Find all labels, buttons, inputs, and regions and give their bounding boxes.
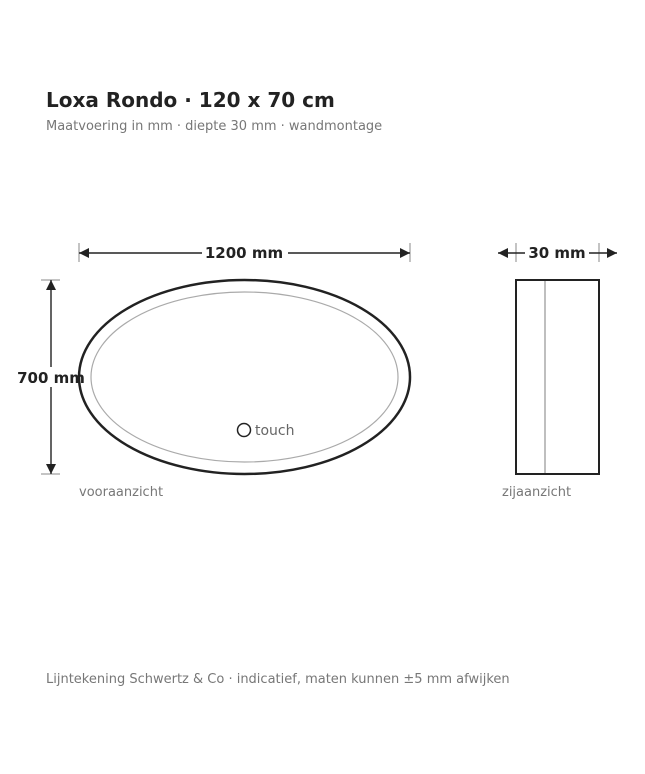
width-dimension-label: 1200 mm [204,244,284,262]
mirror-outer-outline [79,280,410,474]
side-profile-body [516,280,599,474]
page-title: Loxa Rondo · 120 x 70 cm [46,88,335,112]
side-view [498,243,617,500]
side-view-caption: zijaanzicht [502,485,572,500]
touch-label: touch [255,423,295,439]
front-view-caption: vooraanzicht [79,485,164,500]
footer-note: Lijntekening Schwertz & Co · indicatief, maten kunnen ±5 mm afwijken [46,672,510,687]
touch-sensor-icon [238,424,251,437]
height-dimension-label: 700 mm [17,369,85,387]
front-view [14,243,410,500]
page-subtitle: Maatvoering in mm · diepte 30 mm · wandmontage [46,119,383,134]
depth-dimension-label: 30 mm [528,244,586,262]
